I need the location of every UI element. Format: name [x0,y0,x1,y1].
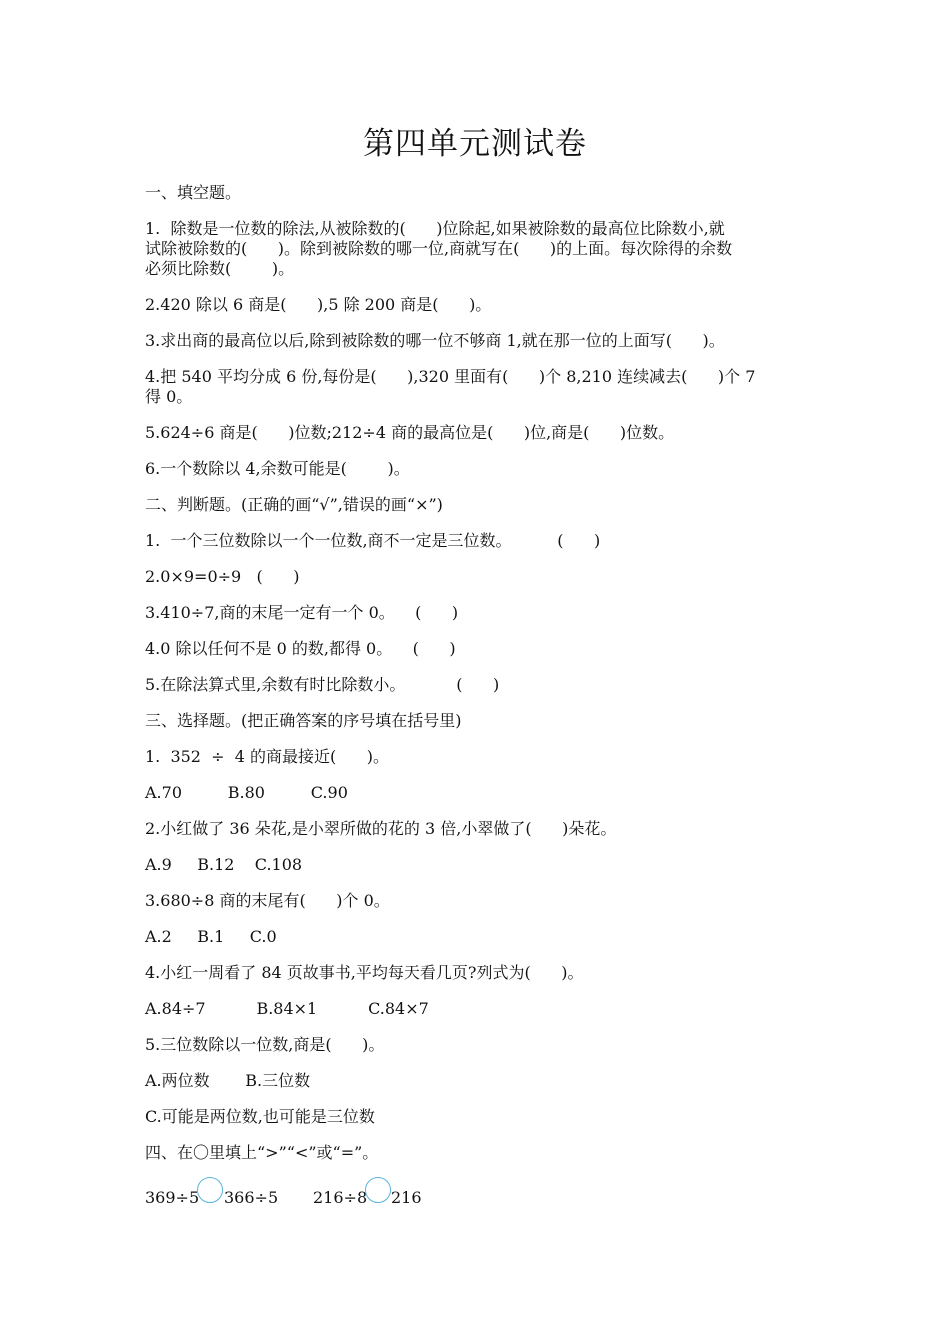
compare-2-right: 216 [391,1188,422,1207]
choice-q4: 4.小红一周看了 84 页故事书,平均每天看几页?列式为( )。 [145,963,584,982]
choice-q5: 5.三位数除以一位数,商是( )。 [145,1035,385,1054]
fill-q4-line2: 得 0。 [145,387,193,406]
page-title: 第四单元测试卷 [363,126,587,162]
judge-q1: 1. 一个三位数除以一个一位数,商不一定是三位数。 ( ) [145,531,601,550]
choice-q3: 3.680÷8 商的末尾有( )个 0。 [145,891,390,910]
judge-q3: 3.410÷7,商的末尾一定有一个 0。 ( ) [145,603,459,622]
choice-q4-options: A.84÷7 B.84×1 C.84×7 [145,999,429,1018]
fill-q3: 3.求出商的最高位以后,除到被除数的哪一位不够商 1,就在那一位的上面写( )。 [145,331,725,350]
choice-q1-options: A.70 B.80 C.90 [145,783,348,802]
compare-1-circle[interactable] [197,1177,223,1203]
compare-1-left: 369÷5 [145,1188,200,1207]
choice-q5-options: A.两位数 B.三位数 [145,1071,311,1090]
choice-q1: 1. 352 ÷ 4 的商最接近( )。 [145,747,389,766]
judge-q2: 2.0×9=0÷9 ( ) [145,567,300,586]
fill-q4-line1: 4.把 540 平均分成 6 份,每份是( ),320 里面有( )个 8,210 连续减去( )个 7 [145,367,756,386]
choice-q5-option-c: C.可能是两位数,也可能是三位数 [145,1107,375,1126]
judge-q5: 5.在除法算式里,余数有时比除数小。 ( ) [145,675,500,694]
choice-q2: 2.小红做了 36 朵花,是小翠所做的花的 3 倍,小翠做了( )朵花。 [145,819,617,838]
compare-2-left: 216÷8 [313,1188,368,1207]
section-2-heading: 二、判断题。(正确的画“√”,错误的画“×”) [145,495,443,514]
choice-q2-options: A.9 B.12 C.108 [145,855,303,874]
compare-1-right: 366÷5 [224,1188,279,1207]
fill-q5: 5.624÷6 商是( )位数;212÷4 商的最高位是( )位,商是( )位数。 [145,423,675,442]
section-1-heading: 一、填空题。 [145,183,242,202]
section-4-heading: 四、在〇里填上“>”“<”或“=”。 [145,1143,379,1162]
section-3-heading: 三、选择题。(把正确答案的序号填在括号里) [145,711,462,730]
fill-q6: 6.一个数除以 4,余数可能是( )。 [145,459,410,478]
fill-q1-line2: 试除被除数的( )。除到被除数的哪一位,商就写在( )的上面。每次除得的余数 [145,239,733,258]
judge-q4: 4.0 除以任何不是 0 的数,都得 0。 ( ) [145,639,456,658]
compare-2-circle[interactable] [365,1177,391,1203]
fill-q2: 2.420 除以 6 商是( ),5 除 200 商是( )。 [145,295,492,314]
fill-q1-line1: 1. 除数是一位数的除法,从被除数的( )位除起,如果被除数的最高位比除数小,就 [145,219,725,238]
choice-q3-options: A.2 B.1 C.0 [145,927,277,946]
fill-q1-line3: 必须比除数( )。 [145,259,295,278]
